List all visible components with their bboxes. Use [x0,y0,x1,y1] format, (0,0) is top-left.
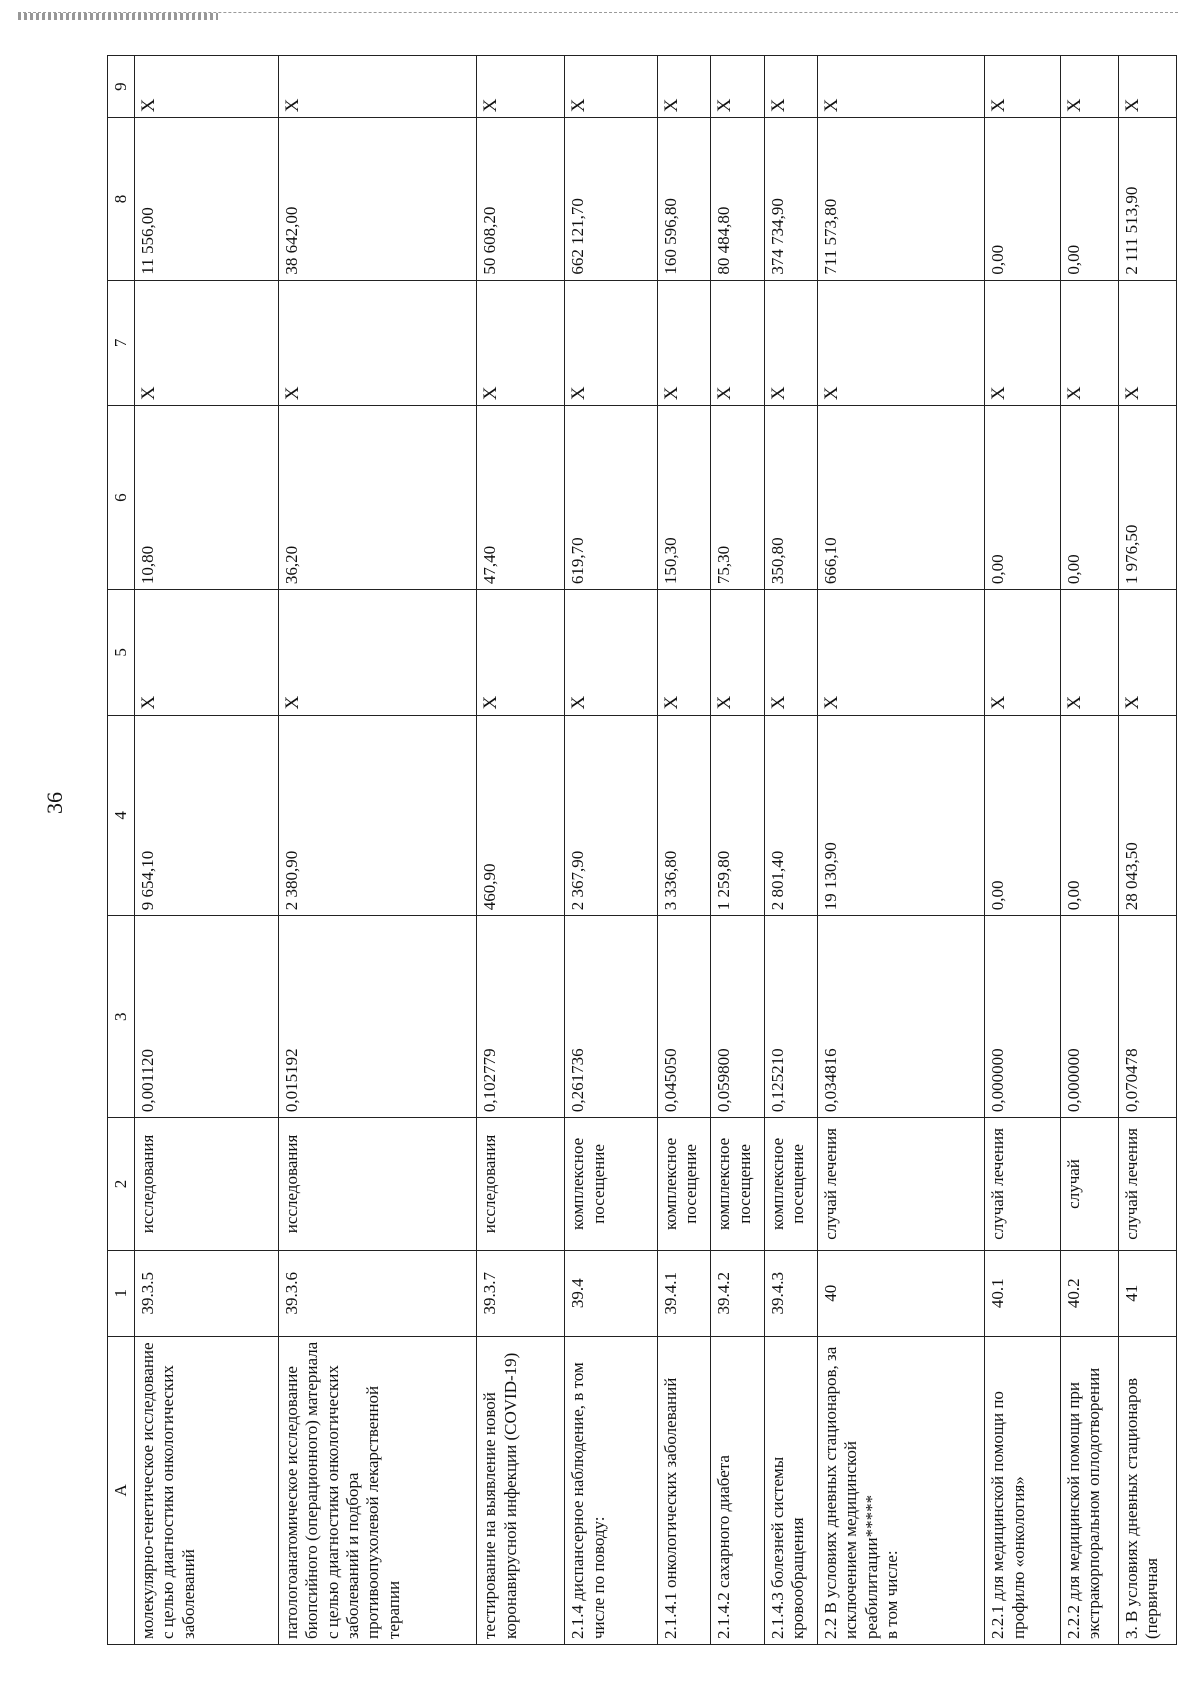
col-5: X [764,590,817,715]
cost-total: 160 596,80 [658,118,711,280]
per-capita: 1 976,50 [1118,406,1176,590]
col-7: X [135,280,279,405]
per-capita: 350,80 [764,406,817,590]
norm-volume: 0,000000 [1060,916,1118,1118]
column-header-2: 2 [108,1118,135,1251]
norm-cost: 1 259,80 [711,715,764,916]
norm-volume: 0,059800 [711,916,764,1118]
per-capita: 0,00 [1060,406,1118,590]
rotated-table-frame [107,55,1177,1645]
row-code: 39.3.5 [135,1250,279,1336]
row-code: 40.2 [1060,1250,1118,1336]
column-header-1: 1 [108,1250,135,1336]
col-9: X [565,56,658,118]
table-row [278,56,477,1645]
row-code: 39.3.7 [477,1250,565,1336]
column-header-6: 6 [108,406,135,590]
row-name: 2.2.2 для медицинской помощи при экстракорпоральном оплодотворении [1060,1336,1118,1644]
cost-total: 711 573,80 [817,118,984,280]
col-5: X [278,590,477,715]
row-code: 39.4.3 [764,1250,817,1336]
col-9: X [985,56,1061,118]
page-number: 36 [42,792,67,814]
table-row [764,56,817,1645]
norm-cost: 2 801,40 [764,715,817,916]
table-row [135,56,279,1645]
unit: случай [1060,1118,1118,1251]
table-row [565,56,658,1645]
col-5: X [565,590,658,715]
col-7: X [1118,280,1176,405]
row-name: 2.1.4.3 болезней системы кровообращения [764,1336,817,1644]
col-5: X [477,590,565,715]
table-container [107,55,1177,1645]
norm-volume: 0,045050 [658,916,711,1118]
col-9: X [1118,56,1176,118]
col-9: X [764,56,817,118]
unit: исследования [135,1118,279,1251]
cost-total: 38 642,00 [278,118,477,280]
row-name: молекулярно-генетическое исследование с целью диагностики онкологических заболеваний [135,1336,279,1644]
cost-total: 374 734,90 [764,118,817,280]
row-code: 40 [817,1250,984,1336]
per-capita: 150,30 [658,406,711,590]
col-7: X [764,280,817,405]
row-name: патологоанатомическое исследование биопсийного (операционного) материала с целью диагностики онкологических заболеваний и подбора противоопухолевой лекарственной терапии [278,1336,477,1644]
unit: случай лечения [1118,1118,1176,1251]
unit: комплексное посещение [565,1118,658,1251]
cost-total: 50 608,20 [477,118,565,280]
norm-volume: 0,001120 [135,916,279,1118]
unit: исследования [278,1118,477,1251]
row-code: 39.4 [565,1250,658,1336]
unit: исследования [477,1118,565,1251]
table-row [477,56,565,1645]
table-body [135,56,1177,1645]
unit: случай лечения [985,1118,1061,1251]
header-row [108,56,135,1645]
col-5: X [817,590,984,715]
norm-volume: 0,034816 [817,916,984,1118]
row-name: 2.1.4.2 сахарного диабета [711,1336,764,1644]
per-capita: 619,70 [565,406,658,590]
col-9: X [477,56,565,118]
norm-cost: 0,00 [985,715,1061,916]
per-capita: 36,20 [278,406,477,590]
col-5: X [985,590,1061,715]
norm-cost: 0,00 [1060,715,1118,916]
col-5: X [135,590,279,715]
col-7: X [711,280,764,405]
per-capita: 47,40 [477,406,565,590]
norm-cost: 3 336,80 [658,715,711,916]
col-7: X [1060,280,1118,405]
cost-total: 80 484,80 [711,118,764,280]
row-name: 2.1.4 диспансерное наблюдение, в том числе по поводу: [565,1336,658,1644]
col-9: X [658,56,711,118]
norm-cost: 460,90 [477,715,565,916]
row-name: 3. В условиях дневных стационаров (первичная [1118,1336,1176,1644]
unit: случай лечения [817,1118,984,1251]
unit: комплексное посещение [711,1118,764,1251]
col-9: X [1060,56,1118,118]
col-7: X [817,280,984,405]
per-capita: 0,00 [985,406,1061,590]
cost-total: 0,00 [985,118,1061,280]
row-name: 2.1.4.1 онкологических заболеваний [658,1336,711,1644]
norm-volume: 0,000000 [985,916,1061,1118]
row-code: 41 [1118,1250,1176,1336]
table-row [658,56,711,1645]
col-9: X [278,56,477,118]
norm-volume: 0,015192 [278,916,477,1118]
col-9: X [135,56,279,118]
norm-volume: 0,102779 [477,916,565,1118]
column-header-8: 8 [108,118,135,280]
column-header-9: 9 [108,56,135,118]
table-row [711,56,764,1645]
per-capita: 10,80 [135,406,279,590]
per-capita: 75,30 [711,406,764,590]
per-capita: 666,10 [817,406,984,590]
col-5: X [1060,590,1118,715]
norm-cost: 19 130,90 [817,715,984,916]
data-table [107,55,1177,1645]
cost-total: 2 111 513,90 [1118,118,1176,280]
col-5: X [658,590,711,715]
col-7: X [278,280,477,405]
norm-cost: 28 043,50 [1118,715,1176,916]
column-header-3: 3 [108,916,135,1118]
table-row [1118,56,1176,1645]
norm-volume: 0,070478 [1118,916,1176,1118]
norm-cost: 9 654,10 [135,715,279,916]
col-7: X [565,280,658,405]
column-header-4: 4 [108,715,135,916]
col-5: X [1118,590,1176,715]
row-code: 39.4.2 [711,1250,764,1336]
cost-total: 662 121,70 [565,118,658,280]
table-row [985,56,1061,1645]
row-code: 39.3.6 [278,1250,477,1336]
col-9: X [711,56,764,118]
column-header-5: 5 [108,590,135,715]
norm-volume: 0,261736 [565,916,658,1118]
norm-cost: 2 367,90 [565,715,658,916]
row-code: 40.1 [985,1250,1061,1336]
norm-cost: 2 380,90 [278,715,477,916]
col-7: X [985,280,1061,405]
scan-edge-artifact [18,12,1178,23]
cost-total: 0,00 [1060,118,1118,280]
norm-volume: 0,125210 [764,916,817,1118]
unit: комплексное посещение [658,1118,711,1251]
row-name: тестирование на выявление новой коронавирусной инфекции (COVID-19) [477,1336,565,1644]
unit: комплексное посещение [764,1118,817,1251]
column-header-7: 7 [108,280,135,405]
row-name: 2.2.1 для медицинской помощи по профилю «онкология» [985,1336,1061,1644]
col-5: X [711,590,764,715]
row-name: 2.2 В условиях дневных стационаров, за исключением медицинской реабилитации***** в том числе: [817,1336,984,1644]
cost-total: 11 556,00 [135,118,279,280]
column-header-a: A [108,1336,135,1644]
table-row [817,56,984,1645]
col-9: X [817,56,984,118]
col-7: X [658,280,711,405]
row-code: 39.4.1 [658,1250,711,1336]
table-row [1060,56,1118,1645]
col-7: X [477,280,565,405]
